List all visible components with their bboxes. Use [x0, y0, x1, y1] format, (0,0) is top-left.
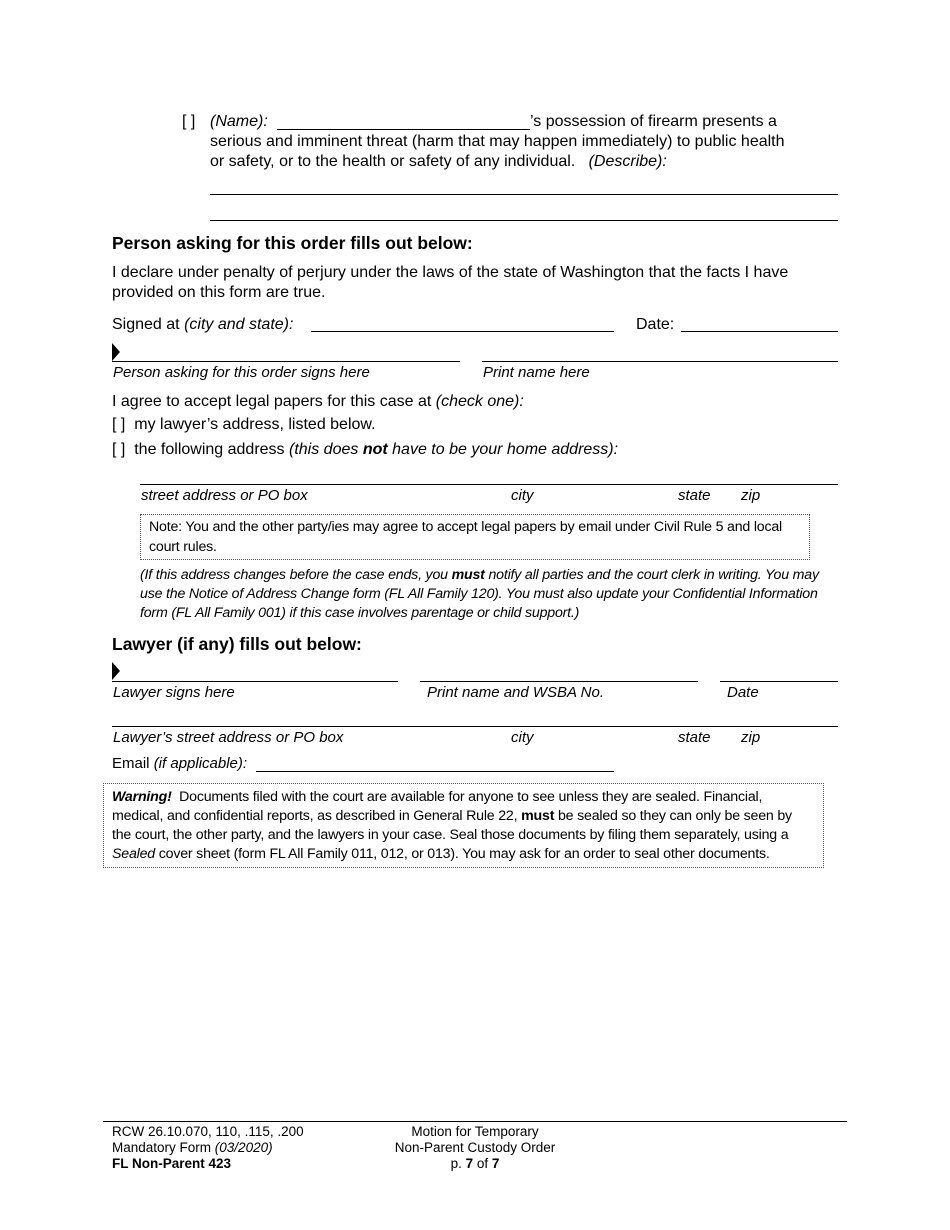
warning-line4-sealed: Sealed — [112, 846, 155, 862]
warning-title: Warning! — [112, 789, 172, 805]
city-label: city — [511, 487, 534, 504]
address-change-must: must — [451, 567, 485, 583]
petitioner-signature-field[interactable] — [112, 361, 460, 362]
lawyer-heading: Lawyer (if any) fills out below: — [112, 634, 362, 654]
option-following-checkbox[interactable]: [ ] — [112, 441, 126, 458]
warning-line2-must: must — [521, 808, 555, 824]
address-change-b: notify all parties and the court clerk in writing. You may — [488, 567, 819, 583]
firearm-name-field[interactable] — [277, 129, 530, 130]
declaration-line1: I declare under penalty of perjury under the laws of the state of Washington that the facts I have — [112, 264, 789, 281]
lawyer-sign-arrow-icon — [112, 662, 120, 680]
firearm-checkbox[interactable]: [ ] — [182, 113, 196, 130]
option-following-hint-b: not — [362, 441, 388, 458]
footer-page-of: of — [476, 1156, 489, 1171]
lawyer-date-field[interactable] — [720, 681, 838, 682]
option-following-hint-c: have to be your home address): — [392, 441, 619, 458]
date-field[interactable] — [681, 331, 838, 332]
warning-line1 — [112, 788, 762, 807]
footer-rcw: RCW 26.10.070, 110, .115, .200 — [112, 1124, 304, 1139]
footer-rule — [103, 1121, 847, 1122]
address-change-line3: form (FL All Family 001) if this case involves parentage or child support.) — [140, 605, 580, 621]
describe-line-2[interactable] — [210, 220, 838, 221]
option-following-address[interactable] — [112, 440, 618, 460]
lawyer-email-text: Email — [112, 755, 150, 772]
footer-page-total: 7 — [491, 1156, 500, 1171]
footer-mandatory-text: Mandatory Form — [112, 1140, 212, 1155]
lawyer-email-field[interactable] — [256, 771, 614, 772]
warning-line4 — [112, 845, 770, 864]
warning-box — [103, 783, 824, 868]
warning-line2-a: medical, and confidential reports, as described in General Rule 22, — [112, 808, 518, 824]
address-change-a: (If this address changes before the case ends, you — [140, 567, 448, 583]
footer-title-line1: Motion for Temporary — [411, 1124, 539, 1139]
warning-line4-b: cover sheet (form FL All Family 011, 012, or 013). You may ask for an order to seal other documents. — [158, 846, 770, 862]
warning-line1-text: Documents filed with the court are available for anyone to see unless they are sealed. Financial, — [179, 789, 763, 805]
lawyer-signature-field[interactable] — [112, 681, 398, 682]
legal-papers-intro — [112, 392, 524, 412]
signed-at-label — [112, 315, 293, 335]
option-following-text: the following address — [134, 441, 285, 458]
lawyer-city-label: city — [511, 729, 534, 746]
petitioner-sign-label: Person asking for this order signs here — [113, 364, 370, 381]
petitioner-print-label: Print name here — [483, 364, 590, 381]
lawyer-address-field[interactable] — [112, 726, 838, 727]
lawyer-print-name-field[interactable] — [420, 681, 698, 682]
firearm-text-line1: ’s possession of firearm presents a — [530, 113, 777, 130]
footer-page-number — [375, 1156, 575, 1172]
footer-mandatory — [112, 1140, 273, 1156]
signed-at-text: Signed at — [112, 316, 180, 333]
email-note-box — [140, 514, 810, 560]
footer-mandatory-date: (03/2020) — [214, 1140, 273, 1155]
lawyer-email-hint: (if applicable): — [153, 755, 248, 772]
warning-line2 — [112, 807, 792, 826]
lawyer-state-label: state — [678, 729, 711, 746]
email-note-line2: court rules. — [149, 539, 217, 555]
option-following-hint-a: (this does — [289, 441, 359, 458]
declaration-line2: provided on this form are true. — [112, 284, 326, 301]
firearm-text-line2: serious and imminent threat (harm that may happen immediately) to public health — [210, 133, 785, 150]
option-lawyer-text: my lawyer’s address, listed below. — [134, 416, 376, 433]
petitioner-heading: Person asking for this order fills out below: — [112, 233, 473, 253]
footer-page-prefix: p. — [450, 1156, 462, 1171]
zip-label: zip — [741, 487, 761, 504]
lawyer-email-label — [112, 755, 247, 772]
signed-at-hint: (city and state): — [184, 316, 294, 333]
legal-papers-intro-hint: (check one): — [435, 393, 524, 410]
address-field[interactable] — [140, 484, 838, 485]
lawyer-zip-label: zip — [741, 729, 761, 746]
street-label: street address or PO box — [141, 487, 308, 504]
firearm-name-label: (Name): — [210, 113, 268, 130]
lawyer-street-label: Lawyer’s street address or PO box — [113, 729, 344, 746]
sign-arrow-icon — [112, 343, 120, 361]
footer-title-line2: Non-Parent Custody Order — [394, 1140, 556, 1155]
legal-papers-intro-text: I agree to accept legal papers for this case at — [112, 393, 432, 410]
date-label: Date: — [636, 316, 675, 333]
describe-line-1[interactable] — [210, 194, 838, 195]
option-lawyer-checkbox[interactable]: [ ] — [112, 416, 126, 433]
option-lawyer-address[interactable] — [112, 415, 376, 435]
footer-form-id: FL Non-Parent 423 — [112, 1156, 232, 1171]
petitioner-print-name-field[interactable] — [482, 361, 838, 362]
lawyer-date-label: Date — [727, 684, 759, 701]
email-note-line1: Note: You and the other party/ies may agree to accept legal papers by email under Civil Rule 5 and local — [149, 519, 783, 535]
warning-line3: the court, the other party, and the lawyers in your case. Seal those documents by filing them separately, using a — [112, 827, 789, 843]
signed-at-field[interactable] — [311, 331, 614, 332]
firearm-text-line3 — [210, 152, 667, 172]
footer-page-num: 7 — [465, 1156, 474, 1171]
warning-line2-b: be sealed so they can only be seen by — [557, 808, 792, 824]
address-change-line1 — [140, 566, 819, 585]
lawyer-sign-label: Lawyer signs here — [113, 684, 235, 701]
address-change-line2: use the Notice of Address Change form (FL All Family 120). You must also update your Confidential Information — [140, 586, 818, 602]
lawyer-print-label: Print name and WSBA No. — [427, 684, 605, 701]
state-label: state — [678, 487, 711, 504]
firearm-text-line3-main: or safety, or to the health or safety of any individual. — [210, 153, 576, 170]
firearm-describe-label: (Describe): — [588, 153, 667, 170]
